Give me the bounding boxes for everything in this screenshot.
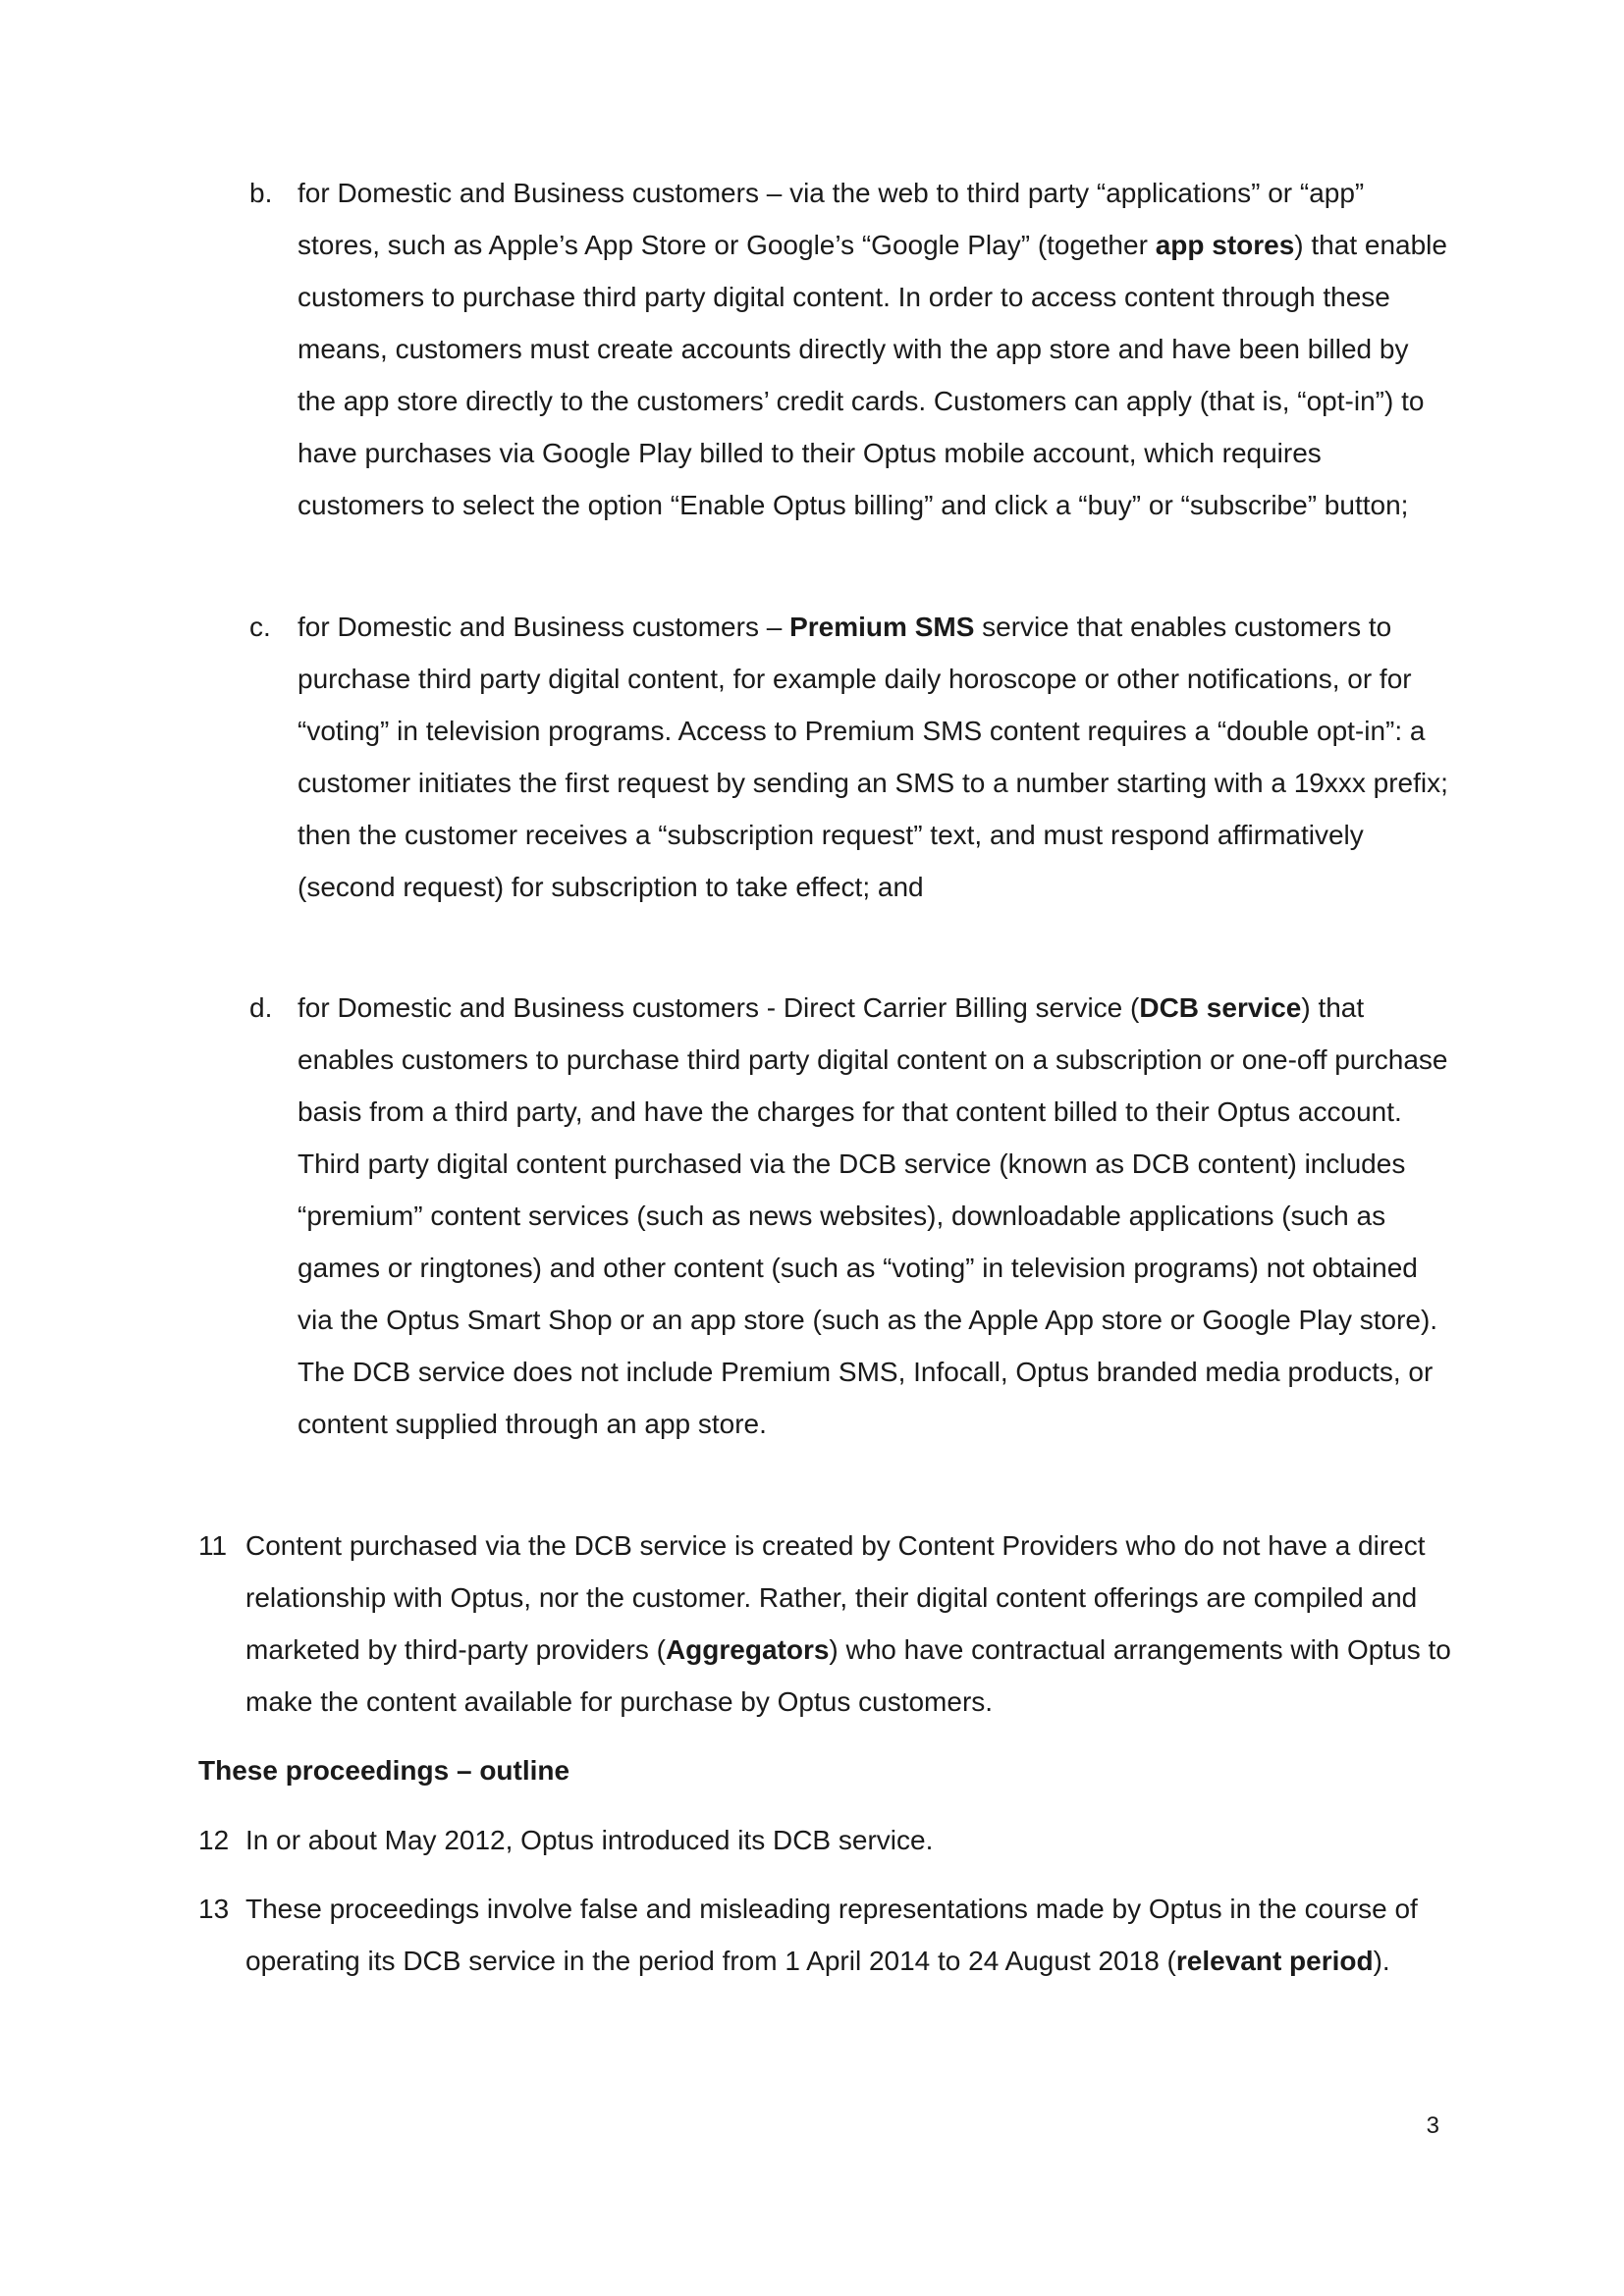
- page-number: 3: [1426, 2112, 1439, 2139]
- paragraph-text: In or about May 2012, Optus introduced its DCB service.: [245, 1825, 934, 1855]
- paragraph-number: 11: [198, 1530, 228, 1561]
- paragraph-number: 12: [198, 1825, 230, 1855]
- defined-term: app stores: [1155, 230, 1295, 260]
- paragraph-d: [249, 982, 1451, 1450]
- section-heading: These proceedings – outline: [198, 1755, 570, 1786]
- paragraph-text: ).: [1373, 1946, 1390, 1976]
- defined-term: Aggregators: [665, 1634, 830, 1665]
- defined-term: DCB service: [1139, 992, 1302, 1023]
- paragraph-marker: d.: [249, 992, 273, 1023]
- defined-term: relevant period: [1175, 1946, 1374, 1976]
- paragraph-text: for Domestic and Business customers - Direct Carrier Billing service (: [298, 992, 1140, 1023]
- paragraph-text: ) that enables customers to purchase third party digital content on a subscription or one-off purchase basis from a third party, and have the charges for that content billed to their Optus account. Third party digital content purchased via the DCB service (known as DCB content) includes “premium” content services (such as news websites), downloadable applications (such as games or ringtones) and other content (such as “voting” in television programs) not obtained via the Optus Smart Shop or an app store (such as the Apple App store or Google Play store). The DCB service does not include Premium SMS, Infocall, Optus branded media products, or content supplied through an app store.: [298, 992, 1448, 1439]
- paragraph-text: ) that enable customers to purchase third party digital content. In order to access content through these means, customers must create accounts directly with the app store and have been billed by the app store directly to the customers’ credit cards. Customers can apply (that is, “opt-in”) to have purchases via Google Play billed to their Optus mobile account, which requires customers to select the option “Enable Optus billing” and click a “buy” or “subscribe” button;: [298, 230, 1447, 520]
- paragraph-text: Content purchased via the DCB service is created by Content Providers who do not have a direct relationship with Optus, nor the customer. Rather, their digital content offerings are compiled and marketed by third-party providers (: [245, 1530, 1426, 1665]
- paragraph-12: [198, 1814, 1451, 1866]
- paragraph-marker: c.: [249, 612, 271, 642]
- paragraph-b: [249, 167, 1451, 531]
- paragraph-text: for Domestic and Business customers –: [298, 612, 790, 642]
- paragraph-13: [198, 1883, 1451, 1987]
- defined-term: Premium SMS: [789, 612, 975, 642]
- paragraph-c: [249, 601, 1451, 913]
- paragraph-text: These proceedings involve false and misleading representations made by Optus in the course of operating its DCB service in the period from 1 April 2014 to 24 August 2018 (: [245, 1894, 1418, 1976]
- paragraph-number: 13: [198, 1894, 230, 1924]
- paragraph-text: for Domestic and Business customers – via the web to third party “applications” or “app” stores, such as Apple’s App Store or Google’s “Google Play” (together: [298, 178, 1365, 260]
- paragraph-text: service that enables customers to purchase third party digital content, for example daily horoscope or other notifications, or for “voting” in television programs. Access to Premium SMS content requires a “double opt-in”: a customer initiates the first request by sending an SMS to a number starting with a 19xxx prefix; then the customer receives a “subscription request” text, and must respond affirmatively (second request) for subscription to take effect; and: [298, 612, 1448, 902]
- paragraph-marker: b.: [249, 178, 273, 208]
- paragraph-11: [198, 1520, 1451, 1728]
- paragraph-text: ) who have contractual arrangements with Optus to make the content available for purchase by Optus customers.: [245, 1634, 1451, 1717]
